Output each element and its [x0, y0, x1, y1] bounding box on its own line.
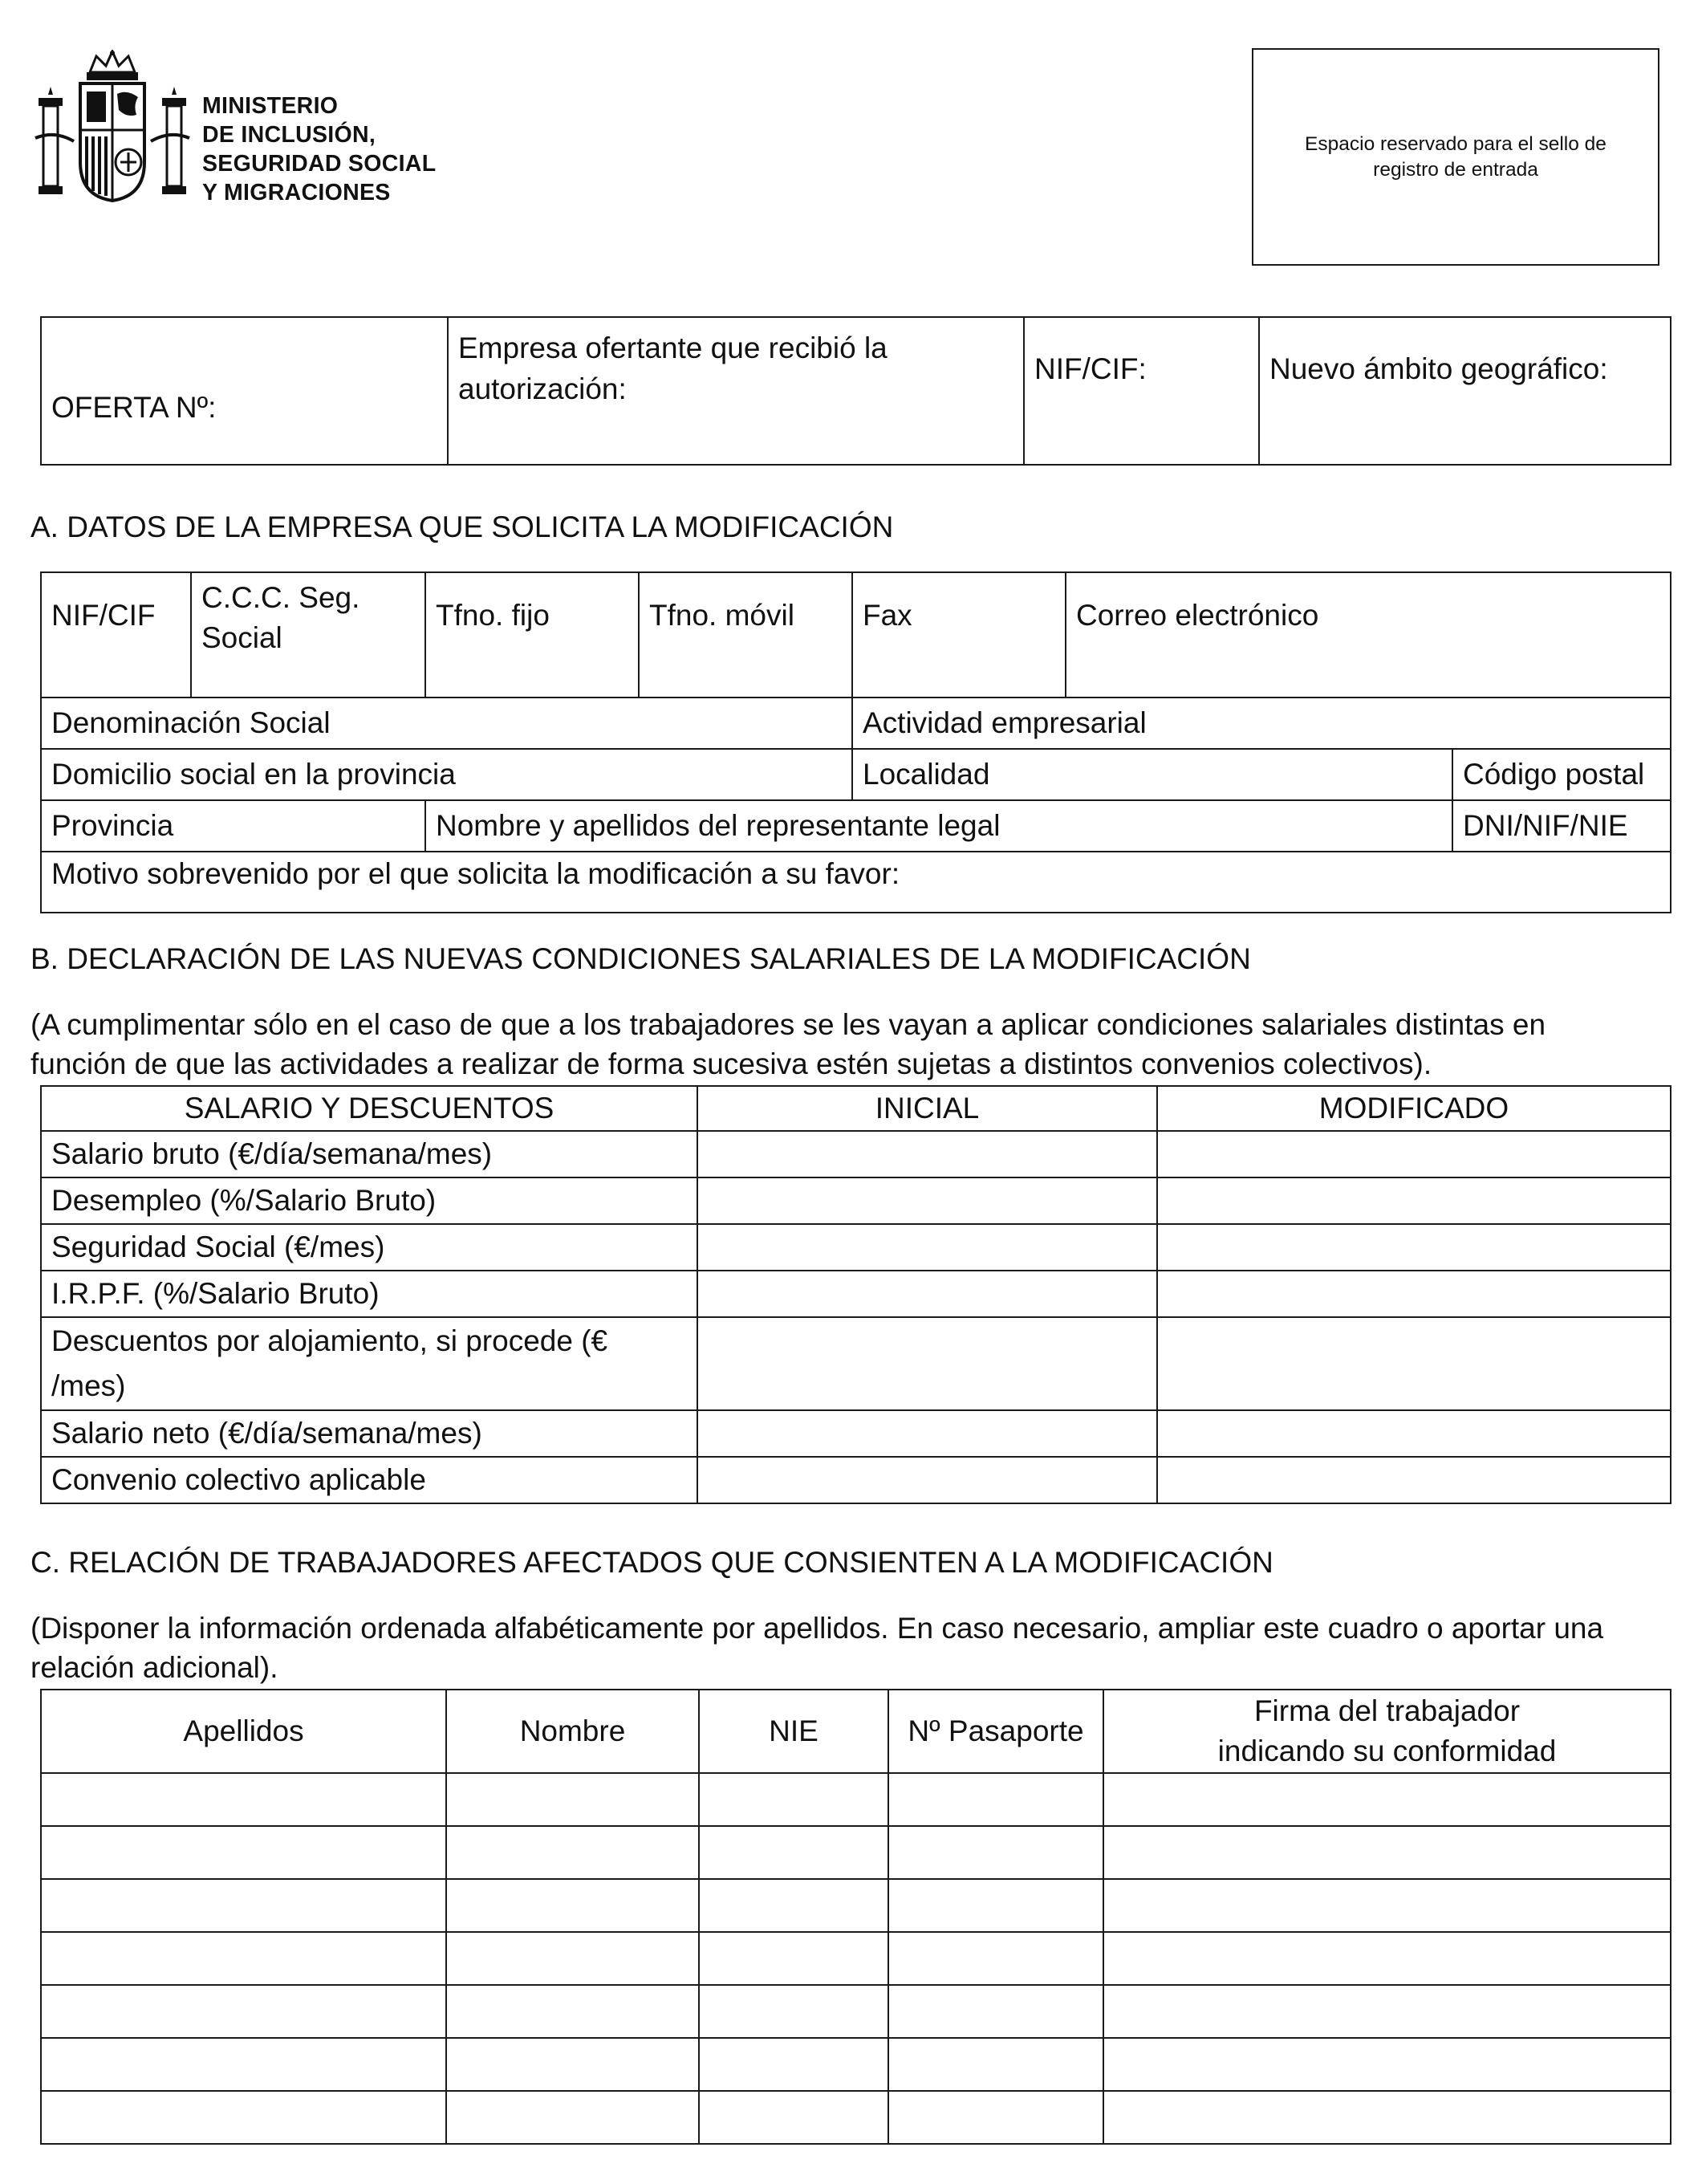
salary-inicial-cell[interactable] [697, 1271, 1157, 1317]
worker-row [41, 2091, 1671, 2144]
salary-row [41, 1410, 1671, 1457]
salary-modificado-cell[interactable] [1157, 1410, 1671, 1457]
tfno-fijo-field[interactable] [425, 572, 639, 697]
salary-column-header: SALARIO Y DESCUENTOS [41, 1086, 697, 1131]
tfno-movil-field[interactable] [639, 572, 852, 697]
salary-inicial-cell[interactable] [697, 1131, 1157, 1177]
salary-modificado-cell[interactable] [1157, 1224, 1671, 1271]
worker-row [41, 1773, 1671, 1826]
salary-row [41, 1177, 1671, 1224]
salary-row-label: Salario neto (€/día/semana/mes) [41, 1410, 697, 1457]
representante-field[interactable] [425, 800, 1452, 852]
salary-inicial-cell[interactable] [697, 1457, 1157, 1503]
ambito-geografico-label: Nuevo ámbito geográfico: [1269, 352, 1608, 385]
nombre-cell[interactable] [446, 1932, 699, 1985]
nie-cell[interactable] [699, 2038, 888, 2091]
salary-row-label: Desempleo (%/Salario Bruto) [41, 1177, 697, 1224]
nombre-cell[interactable] [446, 1826, 699, 1879]
nie-cell[interactable] [699, 2091, 888, 2144]
worker-row [41, 1932, 1671, 1985]
section-b-title: B. DECLARACIÓN DE LAS NUEVAS CONDICIONES SALARIALES DE LA MODIFICACIÓN [30, 942, 1251, 975]
salary-modificado-cell[interactable] [1157, 1457, 1671, 1503]
salary-inicial-cell[interactable] [697, 1410, 1157, 1457]
ministry-name [202, 92, 436, 207]
coat-of-arms-logo [32, 50, 193, 204]
salary-row-label: Convenio colectivo aplicable [41, 1457, 697, 1503]
motivo-field[interactable] [41, 852, 1671, 913]
provincia-label: Provincia [51, 809, 174, 842]
worker-row [41, 1879, 1671, 1932]
firma-cell[interactable] [1103, 1932, 1671, 1985]
section-a-title: A. DATOS DE LA EMPRESA QUE SOLICITA LA MODIFICACIÓN [30, 510, 894, 543]
workers-column-header: Nombre [446, 1690, 699, 1773]
empresa-ofertante-label: Empresa ofertante que recibió la autorización: [458, 331, 888, 405]
salary-column-header: INICIAL [697, 1086, 1157, 1131]
section-c-note: (Disponer la información ordenada alfabéticamente por apellidos. En caso necesario, ampliar este cuadro o aportar una relación adicional). [30, 1612, 1604, 1684]
correo-field[interactable] [1066, 572, 1671, 697]
nie-cell[interactable] [699, 1985, 888, 2038]
salary-inicial-cell[interactable] [697, 1317, 1157, 1410]
salary-modificado-cell[interactable] [1157, 1271, 1671, 1317]
salary-row [41, 1271, 1671, 1317]
ccc-label: C.C.C. Seg. Social [201, 581, 360, 654]
offer-table [40, 316, 1671, 466]
apellidos-cell[interactable] [41, 1879, 446, 1932]
actividad-field[interactable] [852, 697, 1671, 749]
salary-row-label: Salario bruto (€/día/semana/mes) [41, 1131, 697, 1177]
salary-column-header: MODIFICADO [1157, 1086, 1671, 1131]
salary-row-label: Seguridad Social (€/mes) [41, 1224, 697, 1271]
pasaporte-cell[interactable] [888, 1879, 1103, 1932]
salary-inicial-cell[interactable] [697, 1224, 1157, 1271]
ministry-line: SEGURIDAD SOCIAL [202, 151, 437, 177]
nie-cell[interactable] [699, 1932, 888, 1985]
workers-column-header: Nº Pasaporte [888, 1690, 1103, 1773]
salary-row-label: Descuentos por alojamiento, si procede (€ /mes) [41, 1317, 697, 1410]
tfno-movil-label: Tfno. móvil [649, 599, 794, 632]
pasaporte-cell[interactable] [888, 2038, 1103, 2091]
stamp-box-text: Espacio reservado para el sello de registro de entrada [1305, 132, 1606, 181]
pasaporte-cell[interactable] [888, 1985, 1103, 2038]
nombre-cell[interactable] [446, 1985, 699, 2038]
oferta-label: OFERTA Nº: [51, 390, 217, 424]
offer-nif-field[interactable] [1024, 317, 1259, 465]
offer-nif-label: NIF/CIF: [1034, 352, 1147, 385]
empresa-ofertante-field[interactable] [448, 317, 1024, 465]
ccc-field[interactable] [191, 572, 425, 697]
denominacion-label: Denominación Social [51, 706, 331, 739]
salary-inicial-cell[interactable] [697, 1177, 1157, 1224]
representante-label: Nombre y apellidos del representante legal [436, 809, 1001, 842]
motivo-label: Motivo sobrevenido por el que solicita la modificación a su favor: [51, 857, 900, 890]
apellidos-cell[interactable] [41, 2038, 446, 2091]
section-b-note: (A cumplimentar sólo en el caso de que a los trabajadores se les vayan a aplicar condiciones salariales distintas en función de que las actividades a realizar de forma sucesiva estén sujetas a distintos convenios colectivos). [30, 1008, 1546, 1080]
salary-table [40, 1085, 1671, 1504]
firma-cell[interactable] [1103, 1879, 1671, 1932]
nombre-cell[interactable] [446, 1773, 699, 1826]
salary-modificado-cell[interactable] [1157, 1317, 1671, 1410]
workers-column-header: Apellidos [41, 1690, 446, 1773]
nie-cell[interactable] [699, 1879, 888, 1932]
denominacion-field[interactable] [41, 697, 852, 749]
dni-field[interactable] [1452, 800, 1671, 852]
registration-stamp-box [1252, 48, 1659, 266]
company-nif-field[interactable] [41, 572, 191, 697]
pasaporte-cell[interactable] [888, 1773, 1103, 1826]
nie-cell[interactable] [699, 1826, 888, 1879]
salary-row [41, 1131, 1671, 1177]
salary-row [41, 1317, 1671, 1410]
workers-column-header: Firma del trabajador indicando su conformidad [1103, 1690, 1671, 1773]
nombre-cell[interactable] [446, 1879, 699, 1932]
pasaporte-cell[interactable] [888, 1826, 1103, 1879]
worker-row [41, 1985, 1671, 2038]
firma-cell[interactable] [1103, 2038, 1671, 2091]
domicilio-field[interactable] [41, 749, 852, 800]
firma-cell[interactable] [1103, 1773, 1671, 1826]
salary-modificado-cell[interactable] [1157, 1131, 1671, 1177]
fax-field[interactable] [852, 572, 1066, 697]
nombre-cell[interactable] [446, 2038, 699, 2091]
provincia-field[interactable] [41, 800, 425, 852]
pasaporte-cell[interactable] [888, 1932, 1103, 1985]
correo-label: Correo electrónico [1076, 599, 1319, 632]
section-c-title: C. RELACIÓN DE TRABAJADORES AFECTADOS QUE CONSIENTEN A LA MODIFICACIÓN [30, 1546, 1273, 1579]
salary-row-label: I.R.P.F. (%/Salario Bruto) [41, 1271, 697, 1317]
company-nif-label: NIF/CIF [51, 599, 156, 632]
worker-row [41, 1826, 1671, 1879]
ministry-line: DE INCLUSIÓN, [202, 122, 376, 148]
nombre-cell[interactable] [446, 2091, 699, 2144]
apellidos-cell[interactable] [41, 2091, 446, 2144]
firma-cell[interactable] [1103, 1985, 1671, 2038]
fax-label: Fax [863, 599, 912, 632]
ministry-line: MINISTERIO [202, 93, 339, 119]
oferta-number-field[interactable] [41, 317, 448, 465]
ministry-line: Y MIGRACIONES [202, 180, 391, 205]
dni-label: DNI/NIF/NIE [1463, 809, 1628, 842]
firma-cell[interactable] [1103, 2091, 1671, 2144]
salary-row [41, 1457, 1671, 1503]
tfno-fijo-label: Tfno. fijo [436, 599, 550, 632]
apellidos-cell[interactable] [41, 1773, 446, 1826]
salary-row [41, 1224, 1671, 1271]
salary-modificado-cell[interactable] [1157, 1177, 1671, 1224]
codigo-postal-label: Código postal [1463, 758, 1645, 791]
localidad-field[interactable] [852, 749, 1452, 800]
worker-row [41, 2038, 1671, 2091]
workers-column-header: NIE [699, 1690, 888, 1773]
codigo-postal-field[interactable] [1452, 749, 1671, 800]
pasaporte-cell[interactable] [888, 2091, 1103, 2144]
localidad-label: Localidad [863, 758, 990, 791]
apellidos-cell[interactable] [41, 1826, 446, 1879]
nie-cell[interactable] [699, 1773, 888, 1826]
workers-table [40, 1689, 1671, 2145]
domicilio-label: Domicilio social en la provincia [51, 758, 456, 791]
apellidos-cell[interactable] [41, 1985, 446, 2038]
actividad-label: Actividad empresarial [863, 706, 1147, 739]
ambito-geografico-field[interactable] [1259, 317, 1671, 465]
apellidos-cell[interactable] [41, 1932, 446, 1985]
firma-cell[interactable] [1103, 1826, 1671, 1879]
company-data-table [40, 571, 1671, 913]
